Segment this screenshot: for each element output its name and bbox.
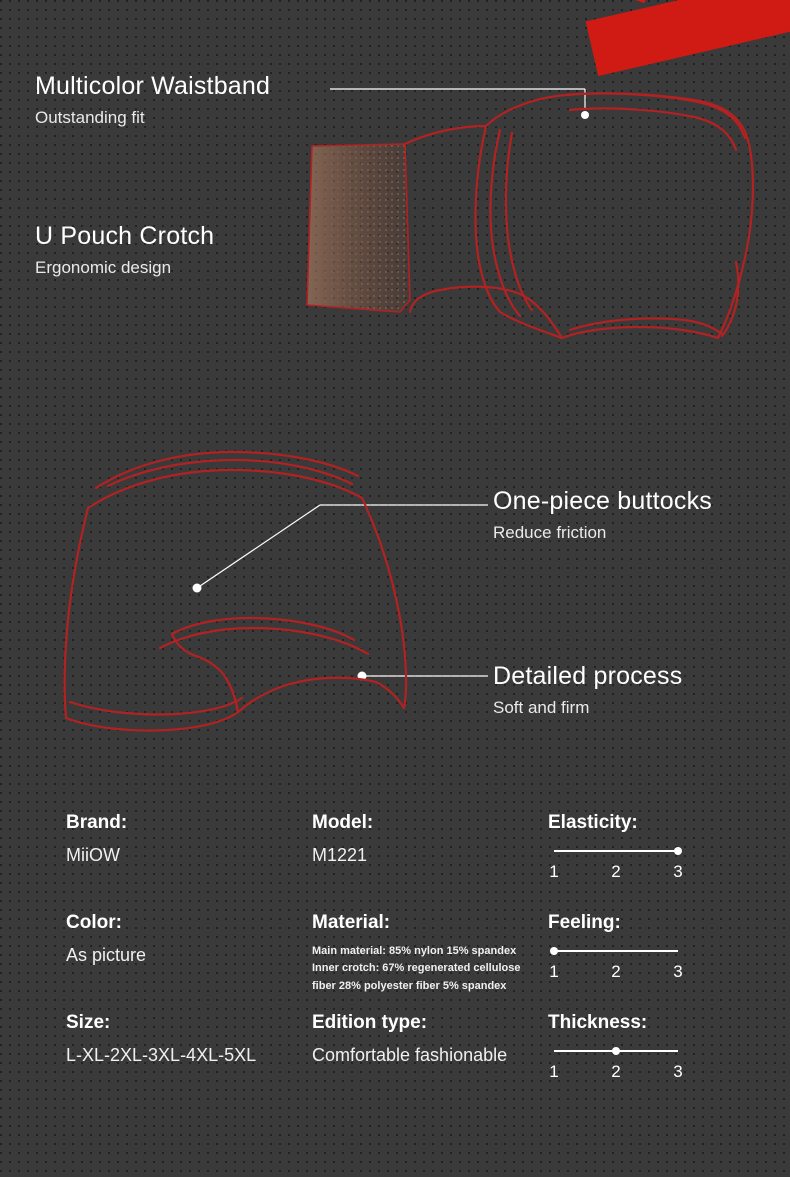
spec-brand-value: MiiOW xyxy=(66,845,120,865)
spec-brand-label: Brand: xyxy=(66,812,128,833)
callout-waistband xyxy=(35,72,270,127)
scale-selected-dot xyxy=(612,1047,620,1055)
scale-tick-label: 2 xyxy=(611,1062,621,1081)
spec-material xyxy=(312,912,521,995)
scale-selected-dot xyxy=(674,847,682,855)
scale-tick-label: 2 xyxy=(611,862,621,881)
scale-tick-label: 1 xyxy=(549,862,559,881)
spec-feeling xyxy=(548,912,683,981)
spec-row xyxy=(0,1012,790,1112)
scale-ticks xyxy=(548,1062,684,1084)
spec-model xyxy=(312,812,373,866)
spec-material-value xyxy=(312,943,521,995)
scale-track xyxy=(554,850,678,852)
red-corner-accent-secondary xyxy=(494,0,660,3)
callout-waistband-subtitle: Outstanding fit xyxy=(35,107,145,127)
callout-pouch-subtitle: Ergonomic design xyxy=(35,257,172,277)
spec-brand xyxy=(66,812,127,866)
spec-thickness xyxy=(548,1012,683,1081)
spec-size-value: L-XL-2XL-3XL-4XL-5XL xyxy=(66,1045,257,1065)
callout-process-subtitle: Soft and firm xyxy=(493,697,590,717)
spec-edition xyxy=(312,1012,507,1066)
red-corner-accent xyxy=(586,0,790,76)
scale-tick-label: 3 xyxy=(673,1062,683,1081)
spec-color-value: As picture xyxy=(66,945,147,965)
spec-edition-value: Comfortable fashionable xyxy=(312,1045,508,1065)
spec-material-label: Material: xyxy=(312,912,391,933)
callout-process xyxy=(493,662,682,717)
spec-model-value: M1221 xyxy=(312,845,368,865)
scale-tick-label: 2 xyxy=(611,962,621,981)
scale-selected-dot xyxy=(550,947,558,955)
spec-row xyxy=(0,912,790,1012)
callout-buttocks-title: One-piece buttocks xyxy=(493,487,712,515)
spec-model-label: Model: xyxy=(312,812,374,833)
spec-color-label: Color: xyxy=(66,912,122,933)
callout-waistband-title: Multicolor Waistband xyxy=(35,72,271,100)
scale-tick-label: 1 xyxy=(549,1062,559,1081)
callout-process-title: Detailed process xyxy=(493,662,683,690)
spec-feeling-label: Feeling: xyxy=(548,912,621,933)
spec-size xyxy=(66,1012,256,1066)
spec-thickness-label: Thickness: xyxy=(548,1012,648,1033)
spec-size-label: Size: xyxy=(66,1012,111,1033)
spec-edition-label: Edition type: xyxy=(312,1012,428,1033)
spec-color xyxy=(66,912,146,966)
callout-pouch-title: U Pouch Crotch xyxy=(35,222,215,250)
spec-material-line: Main material: 85% nylon 15% spandex xyxy=(312,945,517,957)
spec-elasticity xyxy=(548,812,683,881)
scale-tick-label: 1 xyxy=(549,962,559,981)
scale-ticks xyxy=(548,962,684,984)
scale-tick-label: 3 xyxy=(673,962,683,981)
spec-material-line: fiber 28% polyester fiber 5% spandex xyxy=(312,979,507,992)
callout-buttocks xyxy=(493,487,712,542)
scale-ticks xyxy=(548,862,684,884)
spec-row xyxy=(0,812,790,912)
scale-track xyxy=(554,950,678,952)
spec-material-line: Inner crotch: 67% regenerated cellulose xyxy=(312,962,521,975)
spec-elasticity-label: Elasticity: xyxy=(548,812,638,833)
scale-tick-label: 3 xyxy=(673,862,683,881)
callout-pouch xyxy=(35,222,214,277)
callout-buttocks-subtitle: Reduce friction xyxy=(493,522,607,542)
specification-table xyxy=(0,812,790,1152)
